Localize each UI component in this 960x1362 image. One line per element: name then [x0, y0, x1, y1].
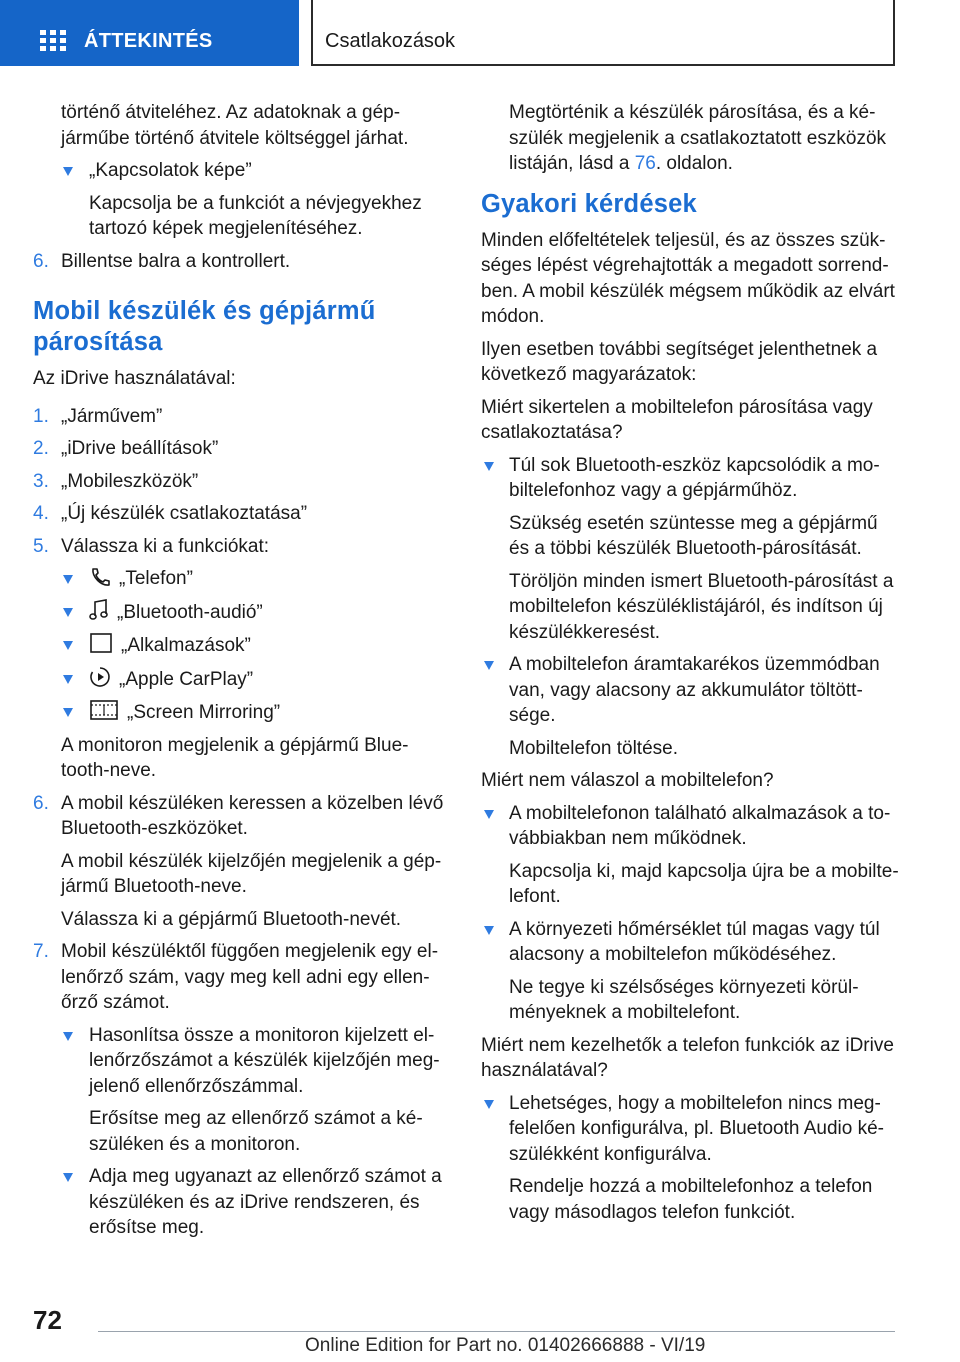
- apps-square-icon: [89, 632, 113, 654]
- bullet-item: [33, 158, 448, 184]
- step-number: 1.: [33, 405, 49, 427]
- function-label: „Screen Mirroring”: [127, 702, 281, 723]
- function-item-screen-mirroring: [33, 699, 448, 726]
- paragraph: A mobil készülék kijelzőjén megjelenik a gépjármű Bluetooth-neve.: [61, 850, 442, 897]
- paragraph: Töröljön minden ismert Bluetooth-párosítást a mobiltelefon készüléklistájáról, és indítson új készülékkeresést.: [509, 570, 894, 643]
- step-text: „Mobileszközök”: [61, 470, 199, 492]
- paragraph: [481, 100, 901, 177]
- step-text: „iDrive beállítások”: [61, 438, 219, 459]
- bullet-text: A környezeti hőmérséklet túl magas vagy túl alacsony a mobiltelefon működéséhez.: [509, 918, 880, 965]
- bullet-item: [481, 652, 901, 729]
- numbered-step: [33, 534, 448, 560]
- step-number: 4.: [33, 503, 49, 524]
- numbered-step: [33, 404, 448, 430]
- text: Megtörténik a készülék párosítása, és a készülék megjelenik a csatlakoztatott eszközök listáján, lásd a: [509, 102, 887, 174]
- numbered-step: [33, 249, 448, 275]
- step-number: 3.: [33, 470, 49, 492]
- question: Miért sikertelen a mobiltelefon párosítása vagy csatlakoztatása?: [481, 396, 873, 443]
- step-number: 6.: [33, 250, 49, 272]
- function-item-apple-carplay: [33, 666, 448, 693]
- step-number: 7.: [33, 941, 49, 962]
- paragraph: Kapcsolja be a funkciót a névjegyekhez tartozó képek megjelenítéséhez.: [89, 192, 422, 239]
- function-item-bluetooth-audio: [33, 599, 448, 626]
- function-item-telefon: [33, 566, 448, 592]
- numbered-step: [33, 939, 448, 1016]
- music-note-icon: [89, 599, 109, 621]
- paragraph: történő átviteléhez. Az adatoknak a gépjárműbe történő átvitele költséggel járhat.: [61, 102, 409, 149]
- paragraph: A monitoron megjelenik a gépjármű Bluetooth-neve.: [61, 734, 409, 781]
- step-number: 6.: [33, 792, 49, 814]
- step-text: Mobil készüléktől függően megjelenik egy ellenőrző szám, vagy meg kell adni egy ellenőrző számot.: [61, 941, 439, 1013]
- paragraph: Kapcsolja ki, majd kapcsolja újra be a mobiltelefont.: [509, 860, 899, 907]
- paragraph: Az iDrive használatával:: [33, 368, 236, 389]
- bullet-text: A mobiltelefon áramtakarékos üzemmódban van, vagy alacsony az akkumulátor töltöttsége.: [509, 654, 880, 726]
- header-tab-title: ÁTTEKINTÉS: [84, 30, 213, 52]
- step-number: 5.: [33, 535, 49, 557]
- function-label: „Telefon”: [119, 568, 193, 589]
- page-number: 72: [33, 1305, 62, 1335]
- bullet-text: „Kapcsolatok képe”: [89, 160, 252, 181]
- footer-divider: [98, 1331, 895, 1332]
- bullet-text: A mobiltelefonon található alkalmazások a továbbiakban nem működnek.: [509, 802, 891, 849]
- right-column: [481, 100, 901, 1232]
- step-text: Válassza ki a funkciókat:: [61, 535, 270, 557]
- paragraph: Válassza ki a gépjármű Bluetooth-nevét.: [61, 908, 402, 930]
- bullet-text: Hasonlítsa össze a monitoron kijelzett ellenőrzőszámot a készülék kijelzőjén megjelenő ellenőrzőszámmal.: [89, 1024, 440, 1097]
- section-heading: Mobil készülék és gépjármű párosítása: [33, 297, 376, 356]
- paragraph: Erősítse meg az ellenőrző számot a készüléken és a monitoron.: [89, 1108, 423, 1155]
- grid-menu-icon: [40, 30, 66, 52]
- phone-icon: [89, 567, 111, 587]
- bullet-item: [33, 1164, 448, 1241]
- numbered-step: [33, 501, 448, 527]
- numbered-step: [33, 469, 448, 495]
- screen-mirroring-icon: [89, 699, 119, 721]
- bullet-item: [481, 453, 901, 504]
- paragraph: Rendelje hozzá a mobiltelefonhoz a telefon vagy másodlagos telefon funkciót.: [509, 1176, 873, 1223]
- numbered-step: [33, 791, 448, 842]
- paragraph: Ilyen esetben további segítséget jelenthetnek a következő magyarázatok:: [481, 338, 878, 385]
- question: Miért nem kezelhetők a telefon funkciók az iDrive használatával?: [481, 1034, 894, 1081]
- numbered-step: [33, 436, 448, 462]
- page-link[interactable]: 76: [634, 153, 656, 174]
- footer-edition: Online Edition for Part no. 01402666888 - VI/19: [305, 1335, 706, 1356]
- step-number: 2.: [33, 438, 49, 459]
- header-section-title: Csatlakozások: [325, 30, 456, 52]
- function-label: „Alkalmazások”: [121, 635, 251, 656]
- bullet-text: Lehetséges, hogy a mobiltelefon nincs megfelelően konfigurálva, pl. Bluetooth Audio készülékként konfigurálva.: [509, 1092, 884, 1165]
- step-text: „Járművem”: [61, 405, 163, 427]
- play-circle-icon: [89, 666, 111, 688]
- step-text: A mobil készüléken keressen a közelben lévő Bluetooth-eszközöket.: [61, 792, 444, 839]
- bullet-text: Adja meg ugyanazt az ellenőrző számot a készüléken és az iDrive rendszeren, és erősítse meg.: [89, 1166, 442, 1238]
- paragraph: Ne tegye ki szélsőséges környezeti körülményeknek a mobiltelefont.: [509, 976, 859, 1023]
- step-text: „Új készülék csatlakoztatása”: [61, 503, 308, 524]
- question: Miért nem válaszol a mobiltelefon?: [481, 770, 774, 791]
- paragraph: Mobiltelefon töltése.: [509, 737, 678, 759]
- bullet-item: [481, 1091, 901, 1168]
- paragraph: Szükség esetén szüntesse meg a gépjármű és a többi készülék Bluetooth-párosítását.: [509, 512, 878, 559]
- bullet-item: [481, 917, 901, 968]
- function-label: „Apple CarPlay”: [119, 668, 254, 690]
- bullet-text: Túl sok Bluetooth-eszköz kapcsolódik a mobiltelefonhoz vagy a gépjárműhöz.: [509, 454, 880, 501]
- header-tab[interactable]: [0, 0, 299, 66]
- step-text: Billentse balra a kontrollert.: [61, 250, 291, 272]
- paragraph: Minden előfeltételek teljesül, és az összes szükséges lépést végrehajtották a megadott sorrendben. A mobil készülék mégsem működik az elvárt módon.: [481, 229, 895, 327]
- left-column: [33, 100, 448, 1248]
- text: . oldalon.: [655, 153, 733, 174]
- function-label: „Bluetooth-audió”: [117, 601, 263, 623]
- function-item-alkalmazasok: [33, 632, 448, 659]
- bullet-item: [481, 801, 901, 852]
- bullet-item: [33, 1023, 448, 1100]
- section-heading: Gyakori kérdések: [481, 189, 697, 218]
